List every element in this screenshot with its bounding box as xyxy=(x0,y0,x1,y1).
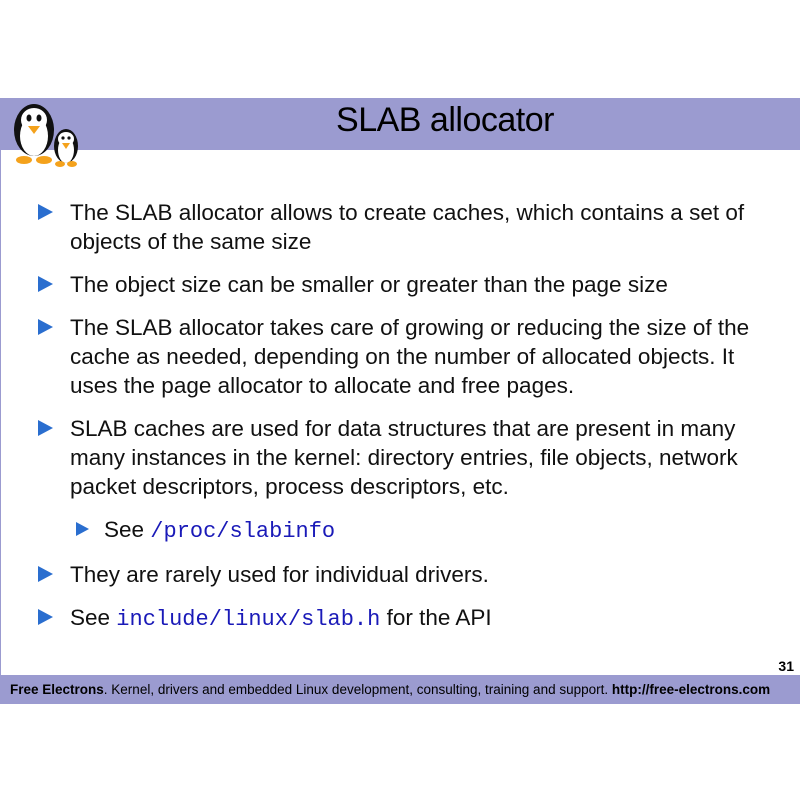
footer-brand: Free Electrons xyxy=(10,682,104,697)
triangle-bullet-icon xyxy=(76,522,89,536)
bullet-text: The SLAB allocator takes care of growing or reducing the size of the cache as needed, depending on the number of allocated objects. It uses the page allocator to allocate and free pages. xyxy=(70,315,750,398)
bullet-suffix: for the API xyxy=(380,605,492,630)
slab-header-path: include/linux/slab.h xyxy=(116,607,381,632)
bullet-prefix: See xyxy=(70,605,117,630)
bullet-item xyxy=(38,560,758,589)
footer-url[interactable]: http://free-electrons.com xyxy=(611,682,771,697)
footer-bar xyxy=(0,676,800,704)
bullet-text: The SLAB allocator allows to create caches, which contains a set of objects of the same size xyxy=(70,200,745,254)
triangle-bullet-icon xyxy=(38,566,53,582)
triangle-bullet-icon xyxy=(38,319,53,335)
triangle-bullet-icon xyxy=(38,609,53,625)
bullet-item xyxy=(38,270,758,299)
bullet-item xyxy=(38,603,758,634)
sub-bullet-prefix: See xyxy=(104,517,151,542)
slide xyxy=(0,98,800,704)
bullet-text: They are rarely used for individual drivers. xyxy=(70,562,489,587)
slide-title: SLAB allocator xyxy=(336,101,554,139)
sub-bullet-item xyxy=(38,515,758,546)
page-number: 31 xyxy=(778,658,794,674)
triangle-bullet-icon xyxy=(38,204,53,220)
triangle-bullet-icon xyxy=(38,420,53,436)
proc-slabinfo-path: /proc/slabinfo xyxy=(150,519,336,544)
bullet-text: SLAB caches are used for data structures that are present in many many instances in the kernel: directory entries, file objects, network packet descriptors, process descriptors, etc. xyxy=(70,416,738,499)
bullet-item xyxy=(38,414,758,501)
title-bar xyxy=(0,98,800,150)
slide-content xyxy=(38,198,758,648)
bullet-text: The object size can be smaller or greater than the page size xyxy=(70,272,668,297)
triangle-bullet-icon xyxy=(38,276,53,292)
bullet-item xyxy=(38,313,758,400)
footer-text: . Kernel, drivers and embedded Linux development, consulting, training and support. xyxy=(103,682,612,697)
bullet-item xyxy=(38,198,758,256)
